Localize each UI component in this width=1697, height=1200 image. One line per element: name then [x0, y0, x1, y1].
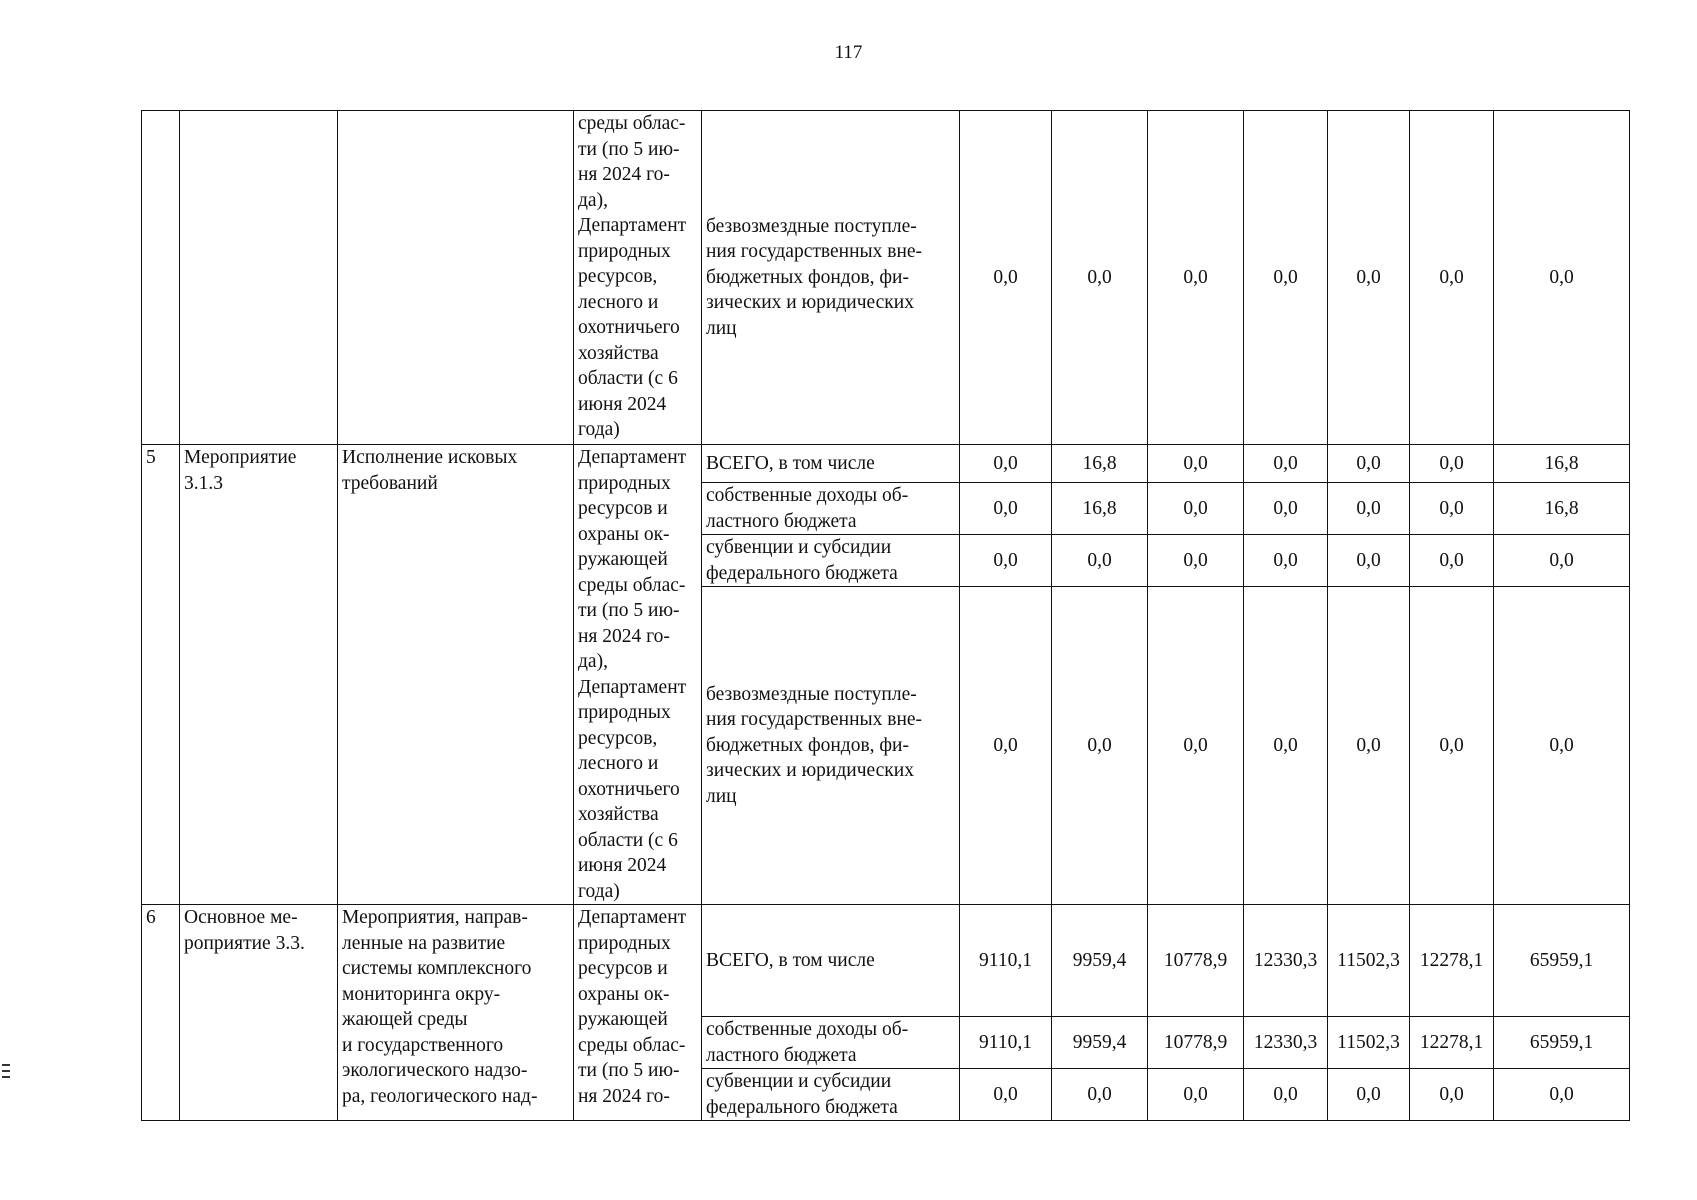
value-cell [1328, 111, 1410, 445]
funding-source-cell [702, 111, 960, 445]
value-cell [1244, 1069, 1328, 1121]
value-cell [1148, 111, 1244, 445]
value-cell [1148, 483, 1244, 535]
value-cell-text: 9110,1 [979, 1031, 1032, 1053]
value-cell [1052, 535, 1148, 587]
value-cell [1148, 905, 1244, 1017]
value-cell [1494, 445, 1630, 483]
value-cell [1052, 483, 1148, 535]
value-cell [1244, 445, 1328, 483]
executor-cell [574, 111, 702, 445]
value-cell-text: 0,0 [1356, 266, 1381, 288]
value-cell [1328, 1017, 1410, 1069]
value-cell [1148, 1069, 1244, 1121]
funding-source-cell [702, 445, 960, 483]
value-cell [960, 111, 1052, 445]
value-cell [1244, 587, 1328, 905]
value-cell-text: 0,0 [1273, 452, 1298, 474]
value-cell-text: 0,0 [1356, 1083, 1381, 1105]
value-cell [960, 905, 1052, 1017]
value-cell-text: 11502,3 [1337, 1031, 1400, 1053]
value-cell [960, 1017, 1052, 1069]
funding-source-cell [702, 1017, 960, 1069]
executor-cell [574, 445, 702, 905]
value-cell [1052, 1017, 1148, 1069]
name-cell [338, 905, 574, 1121]
status-cell [180, 905, 338, 1121]
value-cell [1410, 111, 1494, 445]
value-cell [960, 445, 1052, 483]
value-cell-text: 9959,4 [1072, 1031, 1127, 1053]
value-cell [1494, 905, 1630, 1017]
value-cell-text: 0,0 [1087, 734, 1112, 756]
value-cell [1410, 535, 1494, 587]
value-cell [1052, 905, 1148, 1017]
value-cell-text: 0,0 [1273, 549, 1298, 571]
value-cell-text: 16,8 [1082, 497, 1117, 519]
value-cell-text: 12278,1 [1419, 1031, 1484, 1053]
margin-marks [2, 1060, 10, 1082]
executor-cell-text: Департамент природных ресурсов и охраны ок- ружающей среды облас- ти (по 5 ию- ня 2024 го- да), Департамент природных ресурсов, лесного и охотничьего хозяйства области (с 6 июня 2024 года) [578, 447, 687, 902]
value-cell-text: 0,0 [1356, 549, 1381, 571]
value-cell [1494, 1017, 1630, 1069]
value-cell [1410, 587, 1494, 905]
value-cell [1328, 1069, 1410, 1121]
value-cell [1052, 111, 1148, 445]
value-cell-text: 0,0 [1273, 266, 1298, 288]
funding-source-cell [702, 535, 960, 587]
value-cell [1494, 483, 1630, 535]
value-cell [1052, 445, 1148, 483]
funding-source-cell-text: собственные доходы об- ластного бюджета [706, 1019, 909, 1066]
status-cell [180, 111, 338, 445]
value-cell [1328, 445, 1410, 483]
value-cell [1410, 445, 1494, 483]
value-cell-text: 0,0 [1183, 266, 1208, 288]
value-cell-text: 9110,1 [979, 949, 1032, 971]
value-cell [1244, 535, 1328, 587]
value-cell-text: 9959,4 [1072, 949, 1127, 971]
value-cell-text: 0,0 [1356, 452, 1381, 474]
value-cell [1052, 1069, 1148, 1121]
value-cell [1148, 535, 1244, 587]
name-cell-text: Мероприятия, направ- ленные на развитие системы комплексного мониторинга окру- жающей среды и государственного экологического надзо- ра, геологического над- [342, 907, 538, 1107]
value-cell-text: 0,0 [1087, 1083, 1112, 1105]
value-cell-text: 0,0 [1549, 266, 1574, 288]
name-cell [338, 111, 574, 445]
value-cell-text: 11502,3 [1337, 949, 1400, 971]
table-row [142, 905, 1630, 1017]
value-cell [960, 483, 1052, 535]
value-cell [1494, 587, 1630, 905]
value-cell [1410, 905, 1494, 1017]
value-cell [1148, 1017, 1244, 1069]
value-cell [1410, 1069, 1494, 1121]
value-cell-text: 0,0 [1439, 734, 1464, 756]
table-row [142, 111, 1630, 445]
value-cell [1244, 1017, 1328, 1069]
executor-cell-text: Департамент природных ресурсов и охраны ок- ружающей среды облас- ти (по 5 ию- ня 2024 го- [578, 907, 687, 1107]
funding-source-cell-text: субвенции и субсидии федерального бюджета [706, 1071, 898, 1118]
value-cell [1244, 483, 1328, 535]
value-cell-text: 0,0 [1183, 1083, 1208, 1105]
value-cell-text: 12278,1 [1419, 949, 1484, 971]
funding-source-cell [702, 905, 960, 1017]
value-cell-text: 0,0 [1439, 497, 1464, 519]
value-cell-text: 65959,1 [1529, 949, 1594, 971]
funding-source-cell-text: безвозмездные поступле- ния государственных вне- бюджетных фондов, фи- зических и юридических лиц [706, 683, 923, 807]
value-cell-text: 0,0 [993, 549, 1018, 571]
executor-cell [574, 905, 702, 1121]
value-cell-text: 0,0 [1183, 497, 1208, 519]
budget-table [141, 110, 1630, 1121]
value-cell-text: 0,0 [1183, 452, 1208, 474]
value-cell [1244, 905, 1328, 1017]
status-cell [180, 445, 338, 905]
row-number-text: 5 [146, 447, 156, 468]
value-cell-text: 0,0 [1356, 734, 1381, 756]
value-cell-text: 0,0 [1273, 734, 1298, 756]
value-cell-text: 0,0 [1439, 452, 1464, 474]
value-cell [1328, 905, 1410, 1017]
table-row [142, 445, 1630, 483]
value-cell [1244, 111, 1328, 445]
value-cell-text: 0,0 [1183, 549, 1208, 571]
value-cell-text: 16,8 [1544, 452, 1579, 474]
funding-source-cell [702, 1069, 960, 1121]
value-cell [1052, 587, 1148, 905]
value-cell [1494, 535, 1630, 587]
value-cell-text: 0,0 [1273, 1083, 1298, 1105]
value-cell-text: 0,0 [993, 1083, 1018, 1105]
value-cell [1148, 587, 1244, 905]
value-cell-text: 0,0 [1273, 497, 1298, 519]
value-cell [960, 535, 1052, 587]
value-cell-text: 0,0 [993, 452, 1018, 474]
value-cell-text: 0,0 [1549, 1083, 1574, 1105]
funding-source-cell [702, 587, 960, 905]
value-cell-text: 0,0 [1549, 549, 1574, 571]
value-cell-text: 65959,1 [1529, 1031, 1594, 1053]
funding-source-cell-text: ВСЕГО, в том числе [706, 452, 875, 474]
value-cell-text: 0,0 [1356, 497, 1381, 519]
value-cell-text: 0,0 [1087, 549, 1112, 571]
page-number: 117 [834, 42, 863, 63]
value-cell-text: 0,0 [993, 734, 1018, 756]
value-cell [1328, 535, 1410, 587]
funding-source-cell-text: собственные доходы об- ластного бюджета [706, 485, 909, 532]
value-cell-text: 10778,9 [1163, 949, 1228, 971]
value-cell [1410, 483, 1494, 535]
value-cell-text: 10778,9 [1163, 1031, 1228, 1053]
value-cell-text: 12330,3 [1253, 949, 1318, 971]
value-cell [960, 587, 1052, 905]
value-cell [1328, 483, 1410, 535]
value-cell-text: 12330,3 [1253, 1031, 1318, 1053]
value-cell [960, 1069, 1052, 1121]
funding-source-cell [702, 483, 960, 535]
value-cell-text: 0,0 [993, 266, 1018, 288]
value-cell-text: 0,0 [1439, 266, 1464, 288]
row-number-text: 6 [146, 907, 156, 928]
row-number [142, 905, 180, 1121]
name-cell [338, 445, 574, 905]
value-cell-text: 0,0 [1183, 734, 1208, 756]
funding-source-cell-text: безвозмездные поступле- ния государственных вне- бюджетных фондов, фи- зических и юридических лиц [706, 215, 923, 339]
value-cell [1148, 445, 1244, 483]
name-cell-text: Исполнение исковых требований [342, 447, 518, 494]
value-cell [1494, 1069, 1630, 1121]
value-cell-text: 0,0 [993, 497, 1018, 519]
row-number [142, 111, 180, 445]
funding-source-cell-text: субвенции и субсидии федерального бюджета [706, 537, 898, 584]
row-number [142, 445, 180, 905]
value-cell [1410, 1017, 1494, 1069]
value-cell-text: 0,0 [1087, 266, 1112, 288]
value-cell-text: 0,0 [1549, 734, 1574, 756]
value-cell-text: 16,8 [1082, 452, 1117, 474]
status-cell-text: Основное ме- роприятие 3.3. [184, 907, 305, 954]
value-cell-text: 0,0 [1439, 549, 1464, 571]
status-cell-text: Мероприятие 3.1.3 [184, 447, 297, 494]
funding-source-cell-text: ВСЕГО, в том числе [706, 949, 875, 971]
value-cell [1494, 111, 1630, 445]
value-cell-text: 0,0 [1439, 1083, 1464, 1105]
value-cell-text: 16,8 [1544, 497, 1579, 519]
executor-cell-text: среды облас- ти (по 5 ию- ня 2024 го- да), Департамент природных ресурсов, лесного и охотничьего хозяйства области (с 6 июня 2024 года) [578, 113, 687, 440]
value-cell [1328, 587, 1410, 905]
